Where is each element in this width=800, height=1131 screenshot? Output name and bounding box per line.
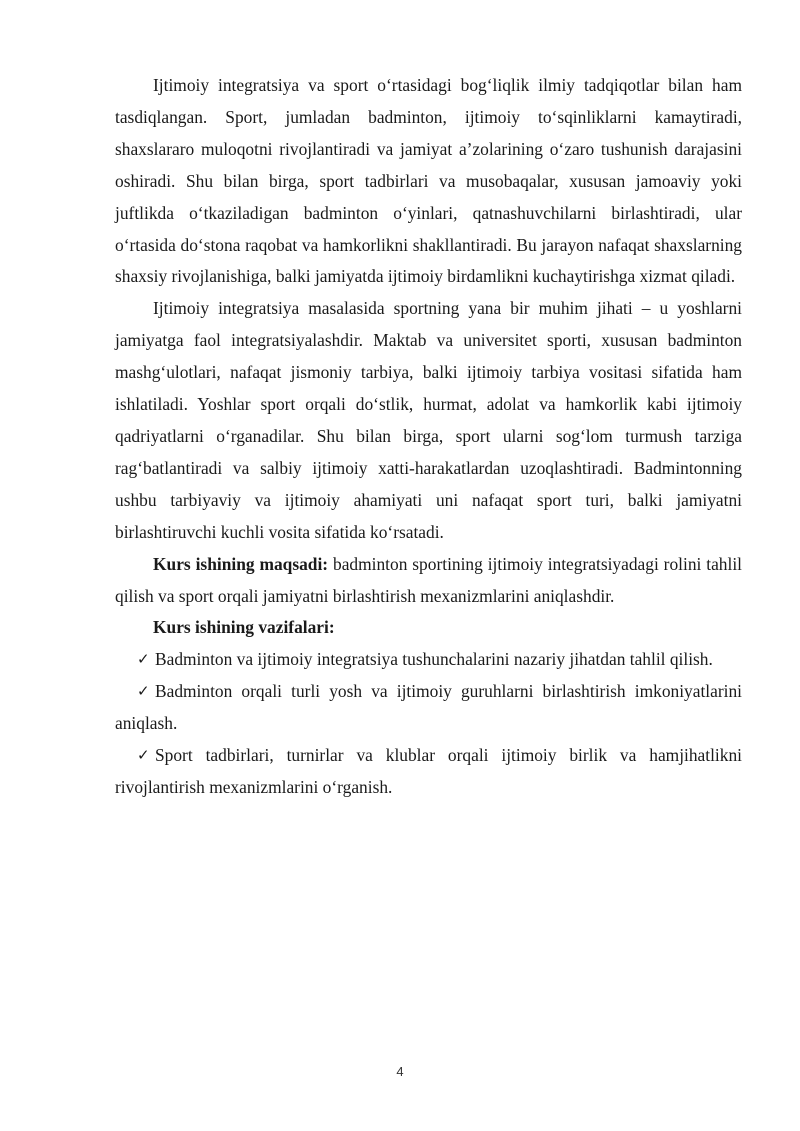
checkmark-icon: ✓ [137, 746, 150, 765]
checkmark-icon: ✓ [137, 682, 150, 701]
tasks-heading: Kurs ishining vazifalari: [153, 617, 335, 638]
task-item [115, 676, 742, 740]
goal-text: badminton sportining ijtimoiy integratsiyadagi rolini tahlil qilish va sport orqali jamiyatni birlashtirish mexanizmlarini aniqlashdir. [115, 553, 742, 606]
task-text: Sport tadbirlari, turnirlar va klublar orqali ijtimoiy birlik va hamjihatlikni rivojlantirish mexanizmlarini o‘rganish. [115, 745, 742, 797]
goal-paragraph [115, 549, 742, 613]
task-text: Badminton va ijtimoiy integratsiya tushunchalarini nazariy jihatdan tahlil qilish. [155, 649, 713, 670]
page-number: 4 [396, 1064, 404, 1079]
document-page [115, 70, 742, 804]
task-item [115, 740, 742, 804]
checkmark-icon: ✓ [137, 650, 150, 669]
paragraph-2: Ijtimoiy integratsiya masalasida sportning yana bir muhim jihati – u yoshlarni jamiyatga faol integratsiyalashdir. Maktab va universitet sporti, xususan badminton mashg‘ulotlari, nafaqat jismoniy tarbiya, balki ijtimoiy tarbiya vositasi sifatida ham ishlatiladi. Yoshlar sport orqali do‘stlik, hurmat, adolat va hamkorlik kabi ijtimoiy qadriyatlarni o‘rganadilar. Shu bilan birga, sport ularni sog‘lom turmush tarziga rag‘batlantiradi va salbiy ijtimoiy xatti-harakatlardan uzoqlashtiradi. Badmintonning ushbu tarbiyaviy va ijtimoiy ahamiyati uni nafaqat sport turi, balki jamiyatni birlashtiruvchi kuchli vosita sifatida ko‘rsatadi. [115, 298, 742, 542]
task-text: Badminton orqali turli yosh va ijtimoiy guruhlarni birlashtirish imkoniyatlarini aniqlash. [115, 681, 742, 734]
task-item [115, 644, 742, 676]
goal-label: Kurs ishining maqsadi: [153, 553, 329, 574]
paragraph-1: Ijtimoiy integratsiya va sport o‘rtasidagi bog‘liqlik ilmiy tadqiqotlar bilan ham tasdiqlangan. Sport, jumladan badminton, ijtimoiy to‘sqinliklarni kamaytiradi, shaxslararo muloqotni rivojlantiradi va jamiyat a’zolarining o‘zaro tushunish darajasini oshiradi. Shu bilan birga, sport tadbirlari va musobaqalar, xususan jamoaviy yoki juftlikda o‘tkaziladigan badminton o‘yinlari, qatnashuvchilarni birlashtiradi, ular o‘rtasida do‘stona raqobat va hamkorlikni shakllantiradi. Bu jarayon nafaqat shaxslarning shaxsiy rivojlanishiga, balki jamiyatda ijtimoiy birdamlikni kuchaytirishga xizmat qiladi. [115, 75, 742, 287]
